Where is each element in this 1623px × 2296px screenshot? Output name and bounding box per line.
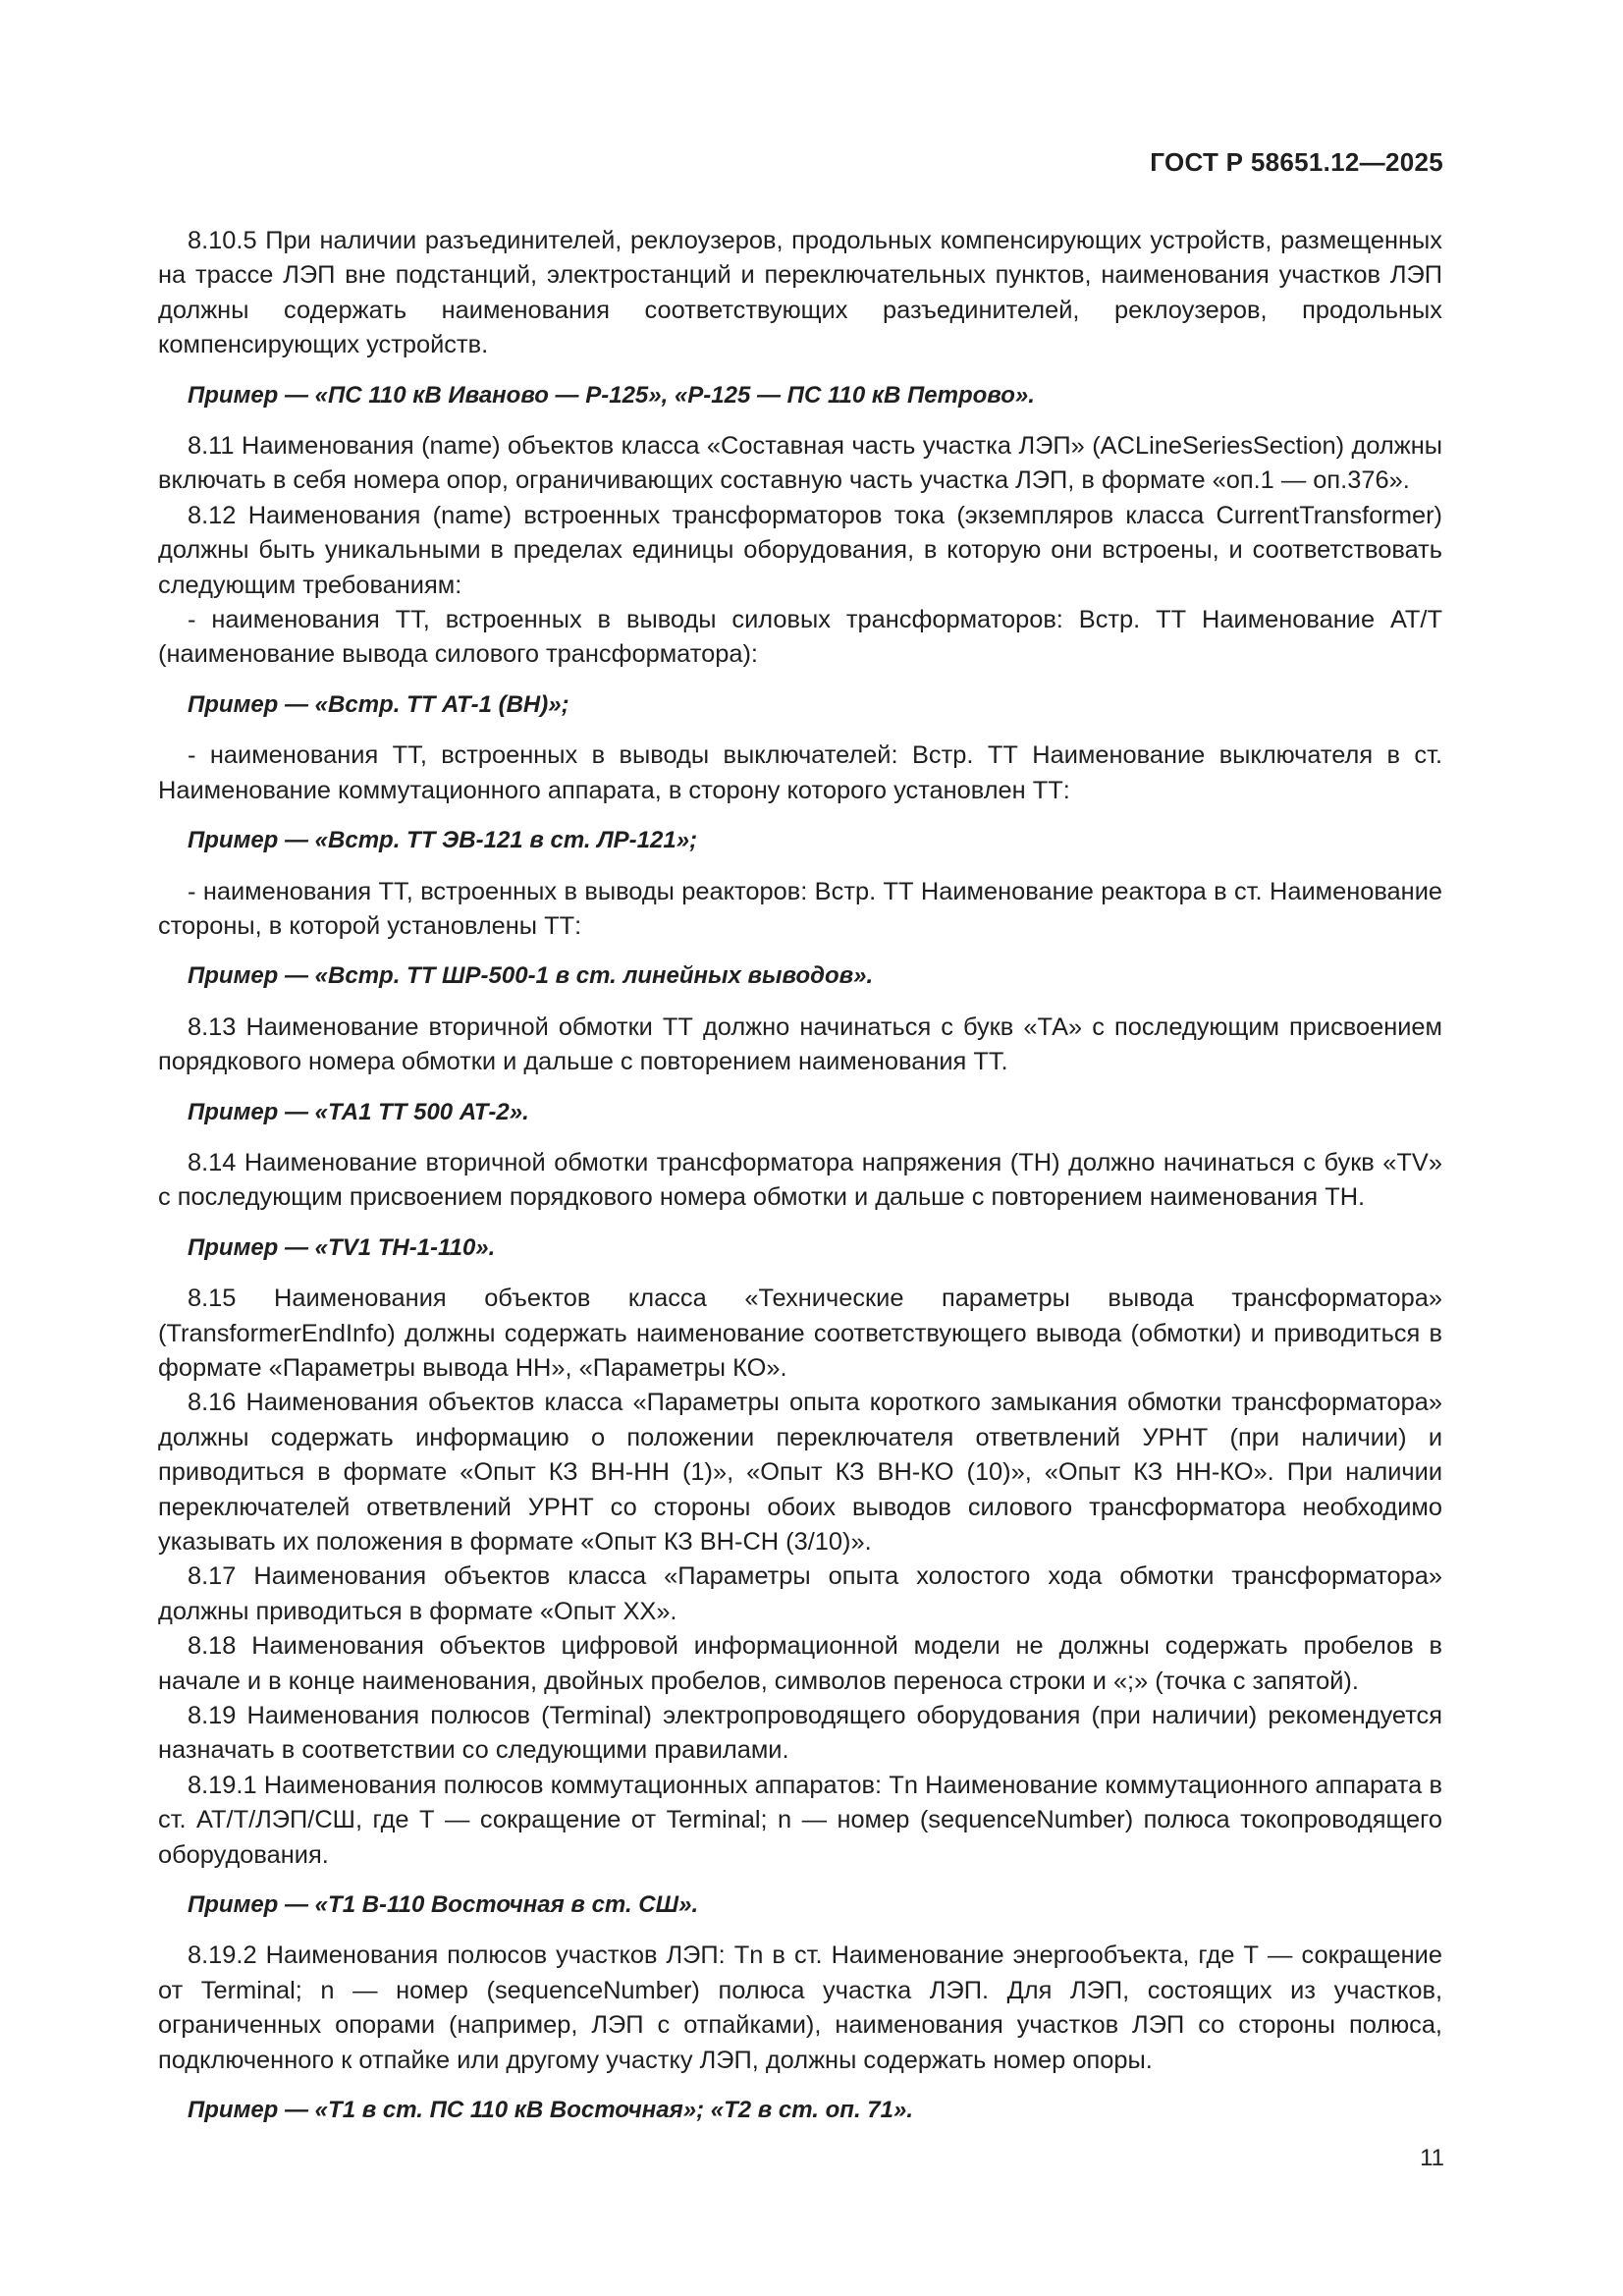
paragraph-8-12-item-transformers: - наименования ТТ, встроенных в выводы силовых трансформаторов: Встр. ТТ Наименование АТ/Т (наименование вывода силового трансформатора):	[158, 606, 1442, 669]
paragraph-8-19-2: 8.19.2 Наименования полюсов участков ЛЭП: Tn в ст. Наименование энергообъекта, где Т — сокращение от Terminal; n — номер (sequenceNumber) полюса участка ЛЭП. Для ЛЭП, состоящих из участков, ограниченных опорами (например, ЛЭП с отпайками), наименования участков ЛЭП со стороны полюса, подключенного к отпайке или другому участку ЛЭП, должны содержать номер опоры.	[158, 1941, 1442, 2074]
example-8-14: Пример — «TV1 ТН-1-110».	[188, 1233, 496, 1261]
paragraph-8-13: 8.13 Наименование вторичной обмотки ТТ должно начинаться с букв «ТА» с последующим присвоением порядкового номера обмотки и дальше с повторением наименования ТТ.	[158, 1012, 1442, 1076]
page-number: 11	[1420, 2145, 1444, 2171]
paragraph-8-17: 8.17 Наименования объектов класса «Параметры опыта холостого хода обмотки трансформатора» должны приводиться в формате «Опыт ХХ».	[158, 1562, 1442, 1625]
paragraph-8-14: 8.14 Наименование вторичной обмотки трансформатора напряжения (ТН) должно начинаться с букв «TV» с последующим присвоением порядкового номера обмотки и дальше с повторением наименования ТН.	[158, 1148, 1442, 1212]
paragraph-8-11: 8.11 Наименования (name) объектов класса «Составная часть участка ЛЭП» (ACLineSeriesSection) должны включать в себя номера опор, ограничивающих составную часть участка ЛЭП, в формате «оп.1 — оп.376».	[158, 432, 1442, 495]
example-8-13: Пример — «ТА1 ТТ 500 АТ-2».	[188, 1098, 529, 1125]
example-8-12-breakers: Пример — «Встр. ТТ ЭВ-121 в ст. ЛР-121»;	[188, 827, 698, 854]
paragraph-8-15: 8.15 Наименования объектов класса «Технические параметры вывода трансформатора» (TransformerEndInfo) должны содержать наименование соответствующего вывода (обмотки) и приводиться в формате «Параметры вывода НН», «Параметры КО».	[158, 1285, 1442, 1382]
paragraph-8-12-item-reactors: - наименования ТТ, встроенных в выводы реакторов: Встр. ТТ Наименование реактора в ст. Наименование стороны, в которой установлены ТТ:	[158, 877, 1442, 940]
example-8-19-1: Пример — «Т1 В-110 Восточная в ст. СШ».	[188, 1891, 699, 1919]
example-8-12-transformers: Пример — «Встр. ТТ АТ-1 (ВН)»;	[188, 690, 569, 718]
paragraph-8-10-5: 8.10.5 При наличии разъединителей, реклоузеров, продольных компенсирующих устройств, размещенных на трассе ЛЭП вне подстанций, электростанций и переключательных пунктов, наименования участков ЛЭП должны содержать наименования соответствующих разъединителей, реклоузеров, продольных компенсирующих устройств.	[158, 227, 1442, 359]
page-body	[158, 224, 1442, 2145]
paragraph-8-18: 8.18 Наименования объектов цифровой информационной модели не должны содержать пробелов в начале и в конце наименования, двойных пробелов, символов переноса строки и «;» (точка с запятой).	[158, 1632, 1442, 1695]
paragraph-8-12-item-breakers: - наименования ТТ, встроенных в выводы выключателей: Встр. ТТ Наименование выключателя в ст. Наименование коммутационного аппарата, в сторону которого установлен ТТ:	[158, 741, 1442, 804]
example-8-19-2: Пример — «Т1 в ст. ПС 110 кВ Восточная»; «Т2 в ст. оп. 71».	[188, 2097, 913, 2124]
paragraph-8-19: 8.19 Наименования полюсов (Terminal) электропроводящего оборудования (при наличии) рекомендуется назначать в соответствии со следующими правилами.	[158, 1702, 1442, 1765]
paragraph-8-16: 8.16 Наименования объектов класса «Параметры опыта короткого замыкания обмотки трансформатора» должны содержать информацию о положении переключателя ответвлений УРНТ (при наличии) и приводиться в формате «Опыт КЗ ВН-НН (1)», «Опыт КЗ ВН-КО (10)», «Опыт КЗ НН-КО». При наличии переключателей ответвлений УРНТ со стороны обоих выводов силового трансформатора необходимо указывать их положения в формате «Опыт КЗ ВН-СН (3/10)».	[158, 1389, 1442, 1556]
paragraph-8-19-1: 8.19.1 Наименования полюсов коммутационных аппаратов: Tn Наименование коммутационного аппарата в ст. АТ/Т/ЛЭП/СШ, где Т — сокращение от Terminal; n — номер (sequenceNumber) полюса токопроводящего оборудования.	[158, 1771, 1442, 1869]
document-designation: ГОСТ Р 58651.12—2025	[1150, 147, 1443, 177]
example-8-12-reactors: Пример — «Встр. ТТ ШР-500-1 в ст. линейных выводов».	[188, 962, 874, 990]
paragraph-8-12: 8.12 Наименования (name) встроенных трансформаторов тока (экземпляров класса CurrentTransformer) должны быть уникальными в пределах единицы оборудования, в которую они встроены, и соответствовать следующим требованиям:	[158, 501, 1442, 599]
example-8-10-5: Пример — «ПС 110 кВ Иваново — Р-125», «Р-125 — ПС 110 кВ Петрово».	[188, 381, 1035, 409]
